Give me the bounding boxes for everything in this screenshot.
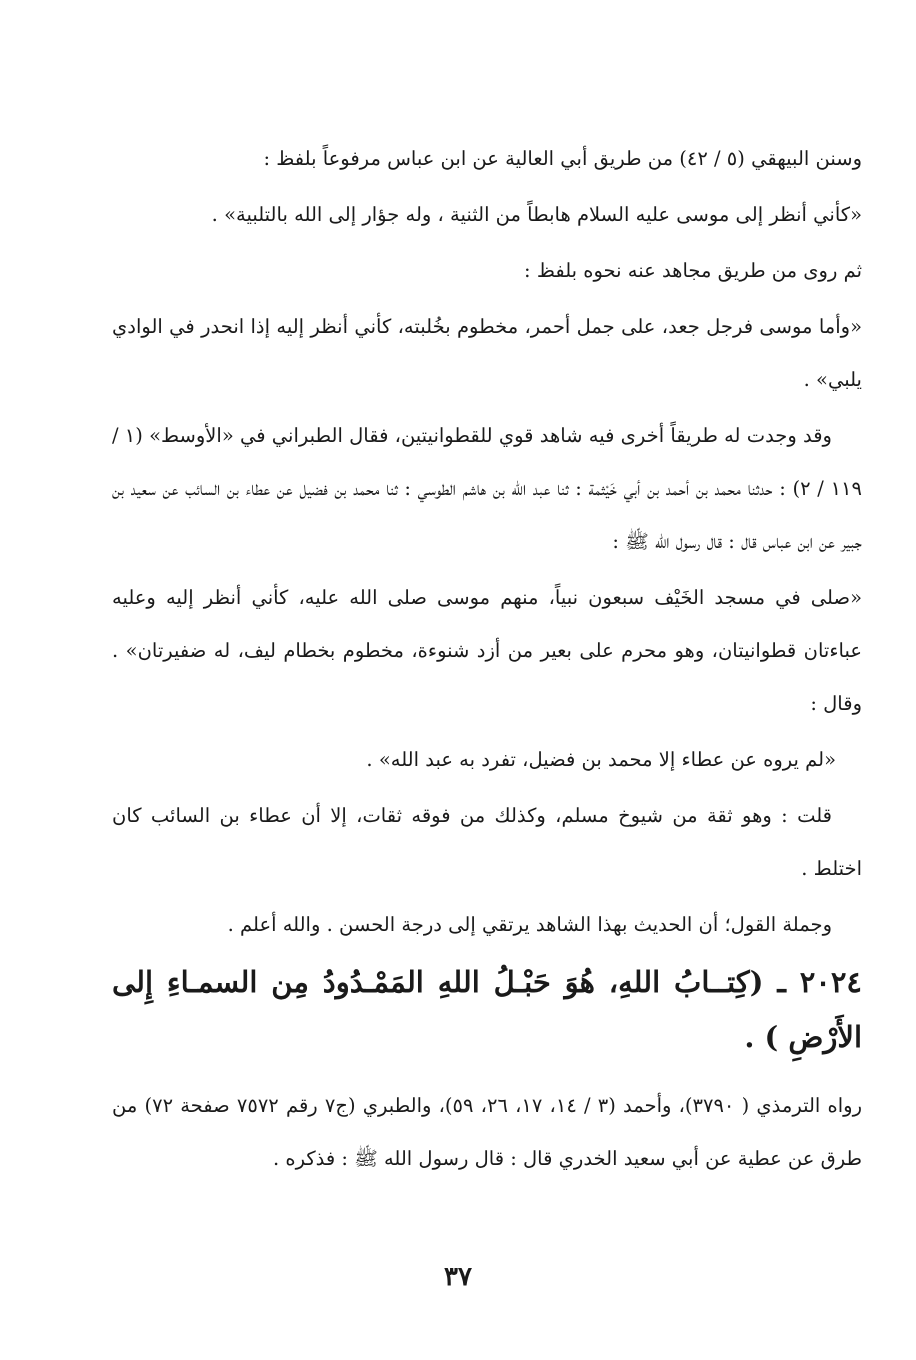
quoted-hadith: «وأما موسى فرجل جعد، على جمل أحمر، مخطوم بخُلبته، كأني أنظر إليه إذا انحدر في الوادي يلبي» . [112, 315, 862, 391]
paragraph: قلت : وهو ثقة من شيوخ مسلم، وكذلك من فوقه ثقات، إلا أن عطاء بن السائب كان اختلط . [112, 804, 862, 880]
conclusion-paragraph: وجملة القول؛ أن الحديث بهذا الشاهد يرتقي إلى درجة الحسن . والله أعلم . [227, 913, 832, 936]
hadith-heading: ٢٠٢٤ ـ (كِتــابُ اللهِ، هُوَ حَبْـلُ اللهِ المَمْـدُودُ مِن السمـاءِ إِلى الأَرْضِ ) . [112, 965, 862, 1054]
quoted-hadith: «كأني أنظر إلى موسى عليه السلام هابطاً من الثنية ، وله جؤار إلى الله بالتلبية» . [211, 203, 862, 226]
paragraph: وسنن البيهقي (٥ / ٤٢) من طريق أبي العالية عن ابن عباس مرفوعاً بلفظ : [263, 147, 862, 170]
paragraph: وقد وجدت له طريقاً أخرى فيه شاهد قوي للقطوانيتين، فقال الطبراني في «الأوسط» (١ / ١١٩ / ٢) : حدثنا محمد بن أحمد بن أبي خَيْثمة : ثنا عبد الله بن هاشم الطوسي : ثنا محمد بن فضيل عن عطاء بن السائب عن سعيد بن جبير عن ابن عباس قال : قال رسول الله ﷺ : [112, 424, 862, 553]
quoted-remark: «لم يروه عن عطاء إلا محمد بن فضيل، تفرد به عبد الله» . [366, 748, 836, 771]
quoted-hadith: «صلى في مسجد الخَيْف سبعون نبياً، منهم موسى صلى الله عليه، كأني أنظر إليه وعليه عباءتان قطوانيتان، وهو محرم على بعير من أزد شنوءة، مخطوم بخطام ليف، له ضفيرتان» . وقال : [112, 586, 862, 715]
paragraph: ثم روى من طريق مجاهد عنه نحوه بلفظ : [524, 259, 862, 282]
page-number: ٣٧ [444, 1262, 472, 1292]
page-body [112, 132, 862, 1188]
takhrij-paragraph: رواه الترمذي ( ٣٧٩٠)، وأحمد (٣ / ١٤، ١٧، ٢٦، ٥٩)، والطبري (ج٧ رقم ٧٥٧٢ صفحة ٧٢) من طرق عن عطية عن أبي سعيد الخدري قال : قال رسول الله ﷺ : فذكره . [112, 1094, 862, 1170]
